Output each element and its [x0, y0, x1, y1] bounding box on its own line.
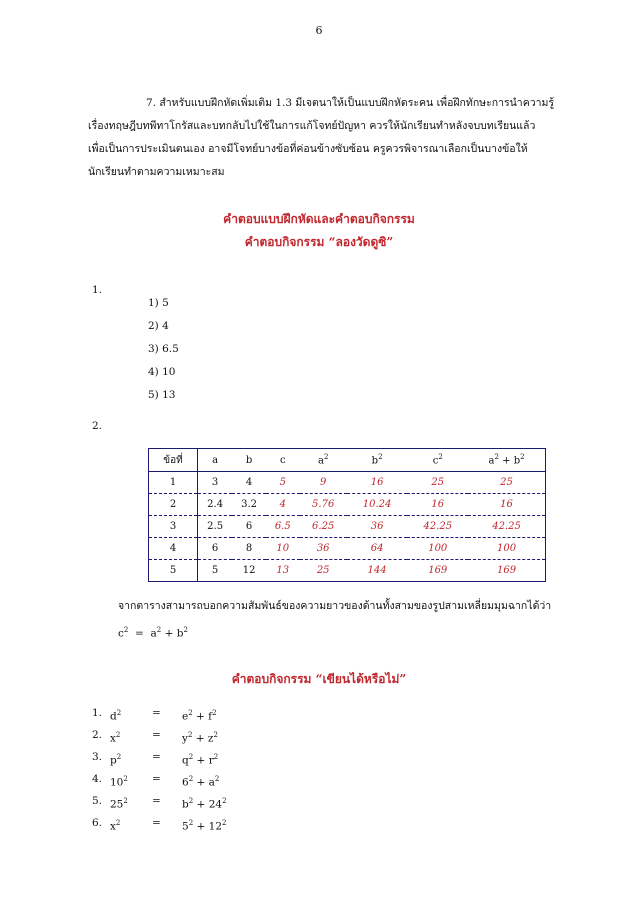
pythagoras-table: [148, 448, 546, 582]
section-1-label: 1.: [92, 284, 103, 296]
section-1-answers: [148, 292, 179, 407]
list-item: 5) 13: [148, 389, 176, 401]
intro-line-3: เพื่อเป็นการประเมินตนเอง อาจมีโจทย์บางข้อที่ค่อนข้างซับซ้อน ครูควรพิจารณาเลือกเป็นบางข้อให้: [88, 143, 528, 155]
list-item: 3) 6.5: [148, 343, 179, 355]
heading-activity-measure: คำตอบกิจกรรม “ลองวัดดูซิ”: [244, 235, 394, 249]
intro-line-2: เรื่องทฤษฎีบทพีทาโกรัสและบทกลับไปใช้ในการแก้โจทย์ปัญหา ควรให้นักเรียนทำหลังจบบทเรียนแล้ว: [88, 120, 536, 132]
list-item: 5. $25^2$ = $b^2 + 24^2$: [92, 795, 227, 811]
header-sum-squares: $a^2 + b^2$: [468, 449, 545, 472]
intro-line-4: นักเรียนทำตามความเหมาะสม: [88, 166, 225, 178]
header-c: c: [266, 449, 300, 472]
equation-list: [92, 702, 227, 834]
list-item: 2) 4: [148, 320, 169, 332]
conclusion-formula: $c^2 = a^2 + b^2$: [118, 626, 188, 640]
intro-paragraph: [88, 92, 588, 184]
table-row: 5 5 12 13 25 144 169 169: [149, 560, 546, 582]
list-item: 4) 10: [148, 366, 176, 378]
heading-activity-write: คำตอบกิจกรรม “เขียนได้หรือไม่”: [231, 672, 407, 686]
list-item: 6. $x^2$ = $5^2 + 12^2$: [92, 817, 227, 833]
intro-line-1: 7. สำหรับแบบฝึกหัดเพิ่มเติม 1.3 มีเจตนาให้เป็นแบบฝึกหัดระคน เพื่อฝึกทักษะการนำความรู้: [146, 97, 555, 109]
header-b-squared: $b^2$: [347, 449, 408, 472]
list-item: 1) 5: [148, 297, 169, 309]
table-row: 3 2.5 6 6.5 6.25 36 42.25 42.25: [149, 516, 546, 538]
list-item: 3. $p^2$ = $q^2 + r^2$: [92, 751, 219, 767]
conclusion-text: จากตารางสามารถบอกความสัมพันธ์ของความยาวของด้านทั้งสามของรูปสามเหลี่ยมมุมฉากได้ว่า: [118, 600, 552, 612]
list-item: 4. $10^2$ = $6^2 + a^2$: [92, 773, 220, 789]
section-2-label: 2.: [92, 420, 103, 432]
page-number: 6: [315, 24, 323, 37]
header-no: ข้อที่: [149, 449, 198, 472]
list-item: 1. $d^2$ = $e^2 + f^2$: [92, 707, 217, 723]
header-a-squared: $a^2$: [300, 449, 347, 472]
table-header-row: [149, 449, 546, 472]
heading-main: คำตอบแบบฝึกหัดและคำตอบกิจกรรม: [223, 212, 415, 226]
conclusion: [118, 594, 588, 646]
header-b: b: [232, 449, 266, 472]
list-item: 2. $x^2$ = $y^2 + z^2$: [92, 729, 218, 745]
table-row: 2 2.4 3.2 4 5.76 10.24 16 16: [149, 494, 546, 516]
table-row: 4 6 8 10 36 64 100 100: [149, 538, 546, 560]
header-a: a: [198, 449, 233, 472]
table-row: 1 3 4 5 9 16 25 25: [149, 472, 546, 494]
header-c-squared: $c^2$: [407, 449, 468, 472]
